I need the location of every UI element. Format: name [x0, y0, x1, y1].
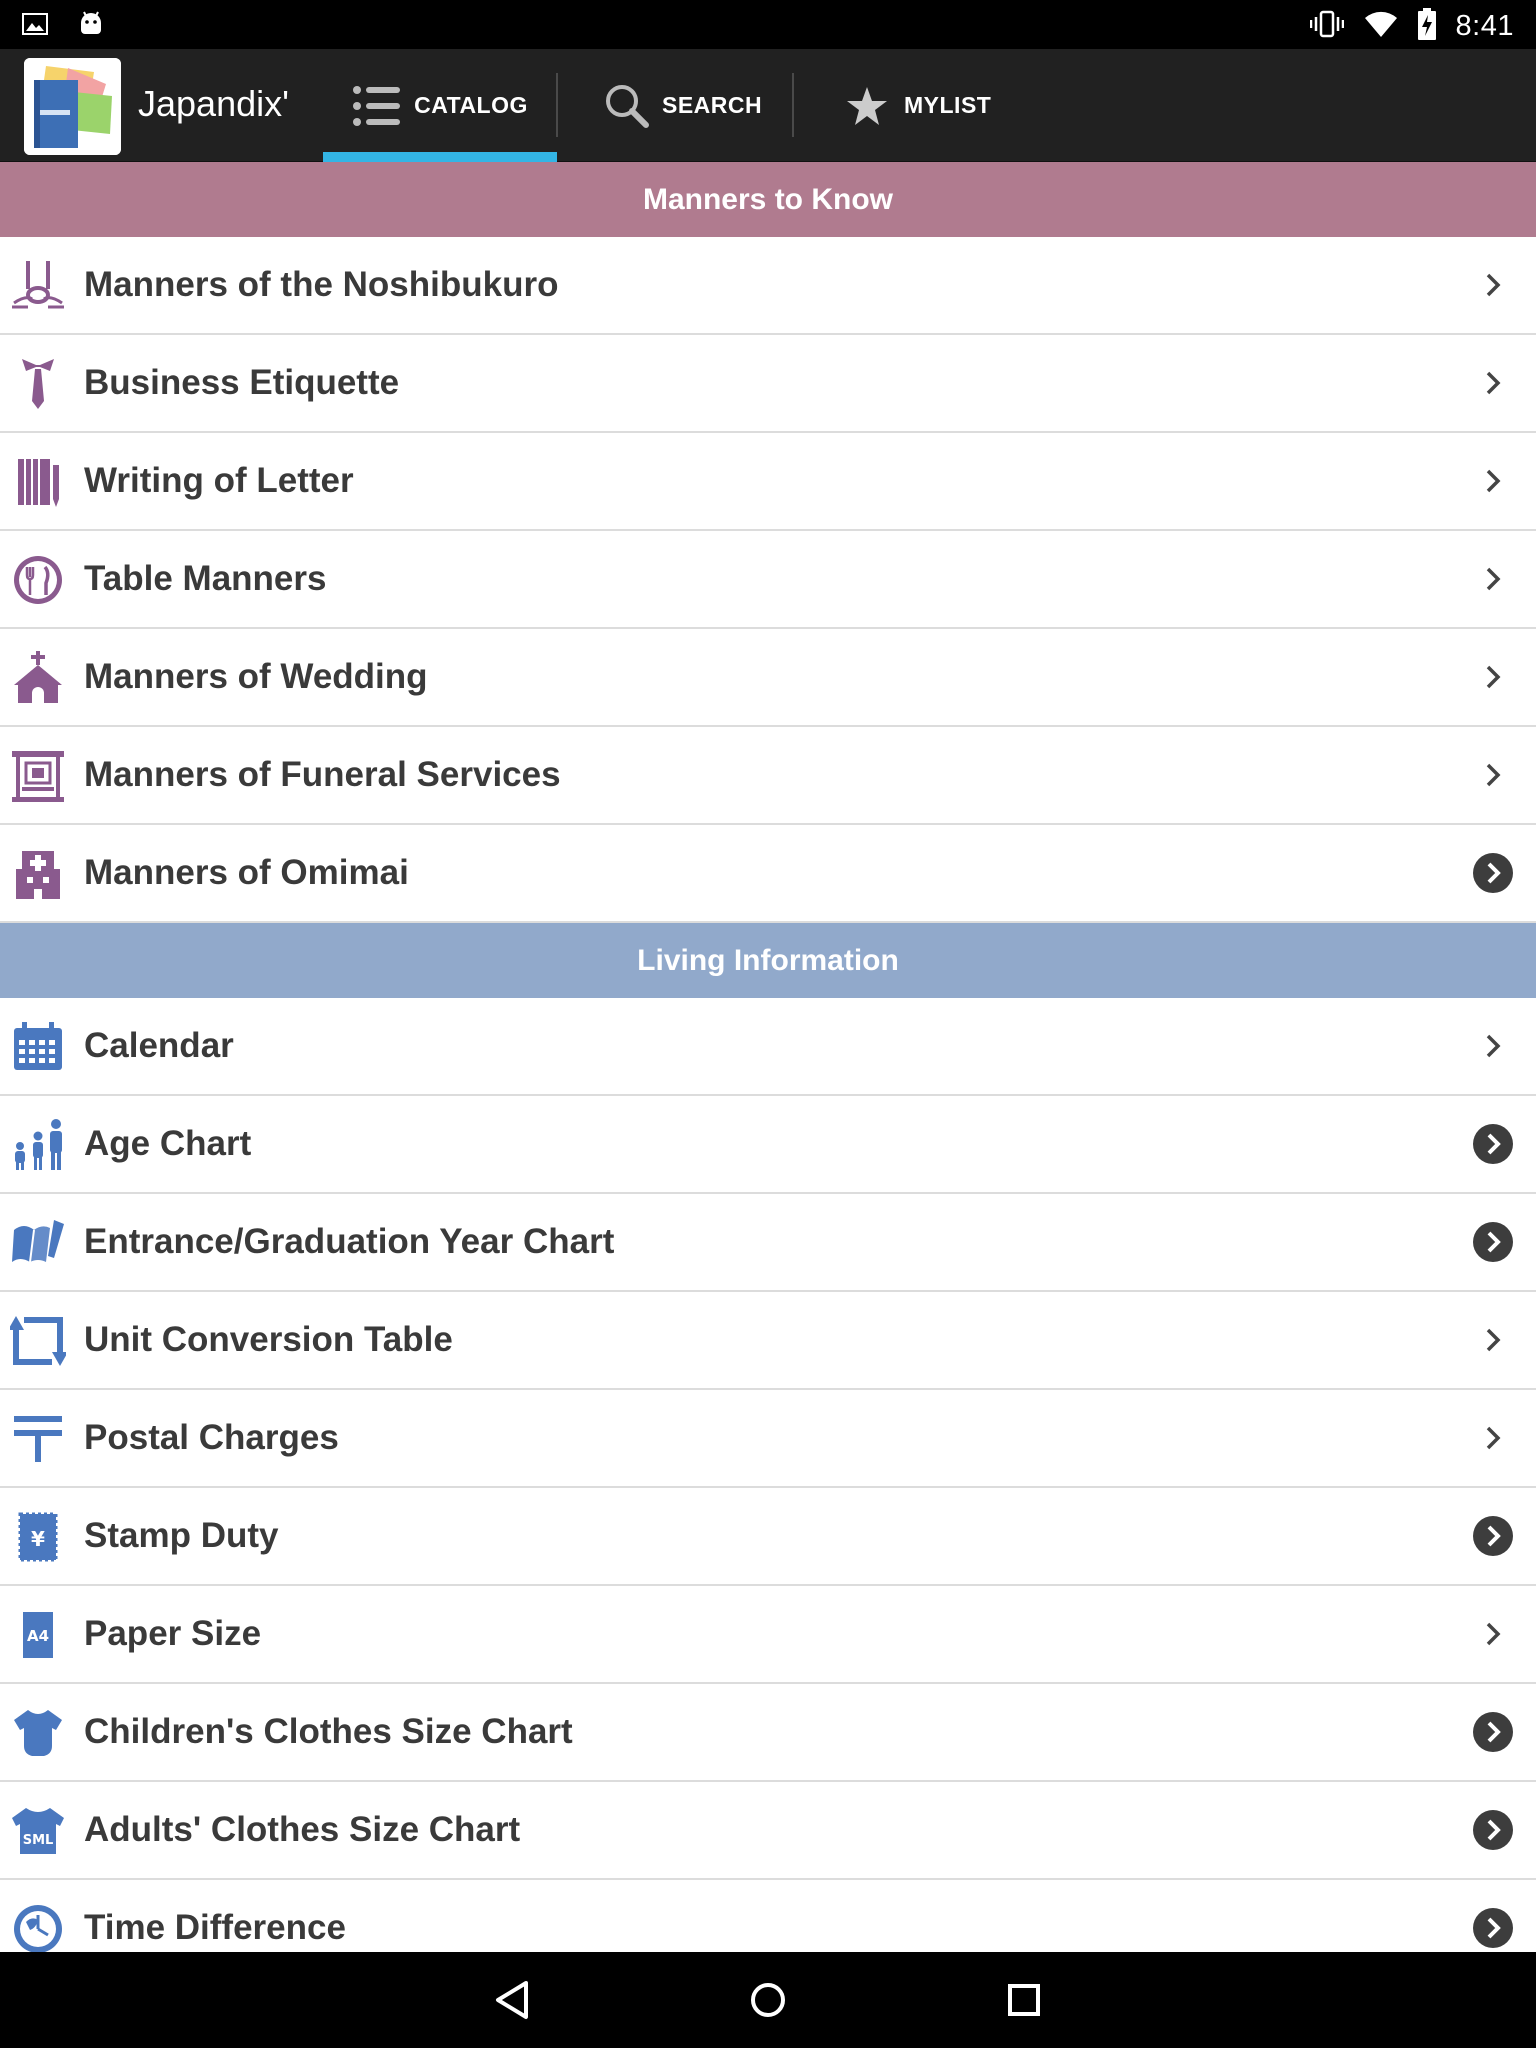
chapel-icon: [10, 651, 66, 705]
chevron-circle-icon: [1472, 1515, 1514, 1557]
chevron-circle-icon: [1472, 1711, 1514, 1753]
list-item-time-difference[interactable]: [0, 1880, 1536, 1952]
catalog-list: [0, 162, 1536, 1952]
list-item-paper-size[interactable]: [0, 1586, 1536, 1684]
list-item-funeral[interactable]: [0, 727, 1536, 825]
app-logo[interactable]: [24, 58, 121, 155]
svg-text:A4: A4: [26, 1627, 50, 1645]
chevron-circle-icon: [1472, 1221, 1514, 1263]
search-icon: [604, 83, 650, 129]
list-item-stamp-duty[interactable]: [0, 1488, 1536, 1586]
chevron-right-icon: [1472, 264, 1514, 306]
chevron-circle-icon: [1472, 1809, 1514, 1851]
svg-text:¥: ¥: [31, 1527, 45, 1551]
list-item-label: Calendar: [84, 1026, 234, 1065]
list-item-wedding[interactable]: [0, 629, 1536, 727]
list-item-childrens-clothes[interactable]: [0, 1684, 1536, 1782]
section-title: Manners to Know: [642, 182, 893, 216]
chevron-right-icon: [1472, 1319, 1514, 1361]
necktie-icon: [10, 357, 66, 411]
tab-mylist[interactable]: [846, 49, 996, 162]
list-item-unit-conversion[interactable]: [0, 1292, 1536, 1390]
list-item-label: Manners of Wedding: [84, 657, 428, 696]
tab-search[interactable]: [604, 49, 763, 162]
chevron-right-icon: [1472, 460, 1514, 502]
wifi-icon: [1364, 10, 1398, 43]
list-item-business-etiquette[interactable]: [0, 335, 1536, 433]
list-item-postal-charges[interactable]: [0, 1390, 1536, 1488]
list-item-label: Unit Conversion Table: [84, 1320, 453, 1359]
navigation-bar: [0, 1952, 1536, 2048]
tab-search-label: SEARCH: [662, 92, 763, 118]
calendar-icon: [10, 1020, 66, 1074]
star-icon: [846, 86, 888, 126]
list-item-table-manners[interactable]: [0, 531, 1536, 629]
clock: 8:41: [1455, 10, 1514, 42]
list-item-calendar[interactable]: [0, 998, 1536, 1096]
section-header-living: [0, 923, 1536, 998]
list-item-label: Time Difference: [84, 1908, 346, 1947]
android-icon: [78, 10, 104, 43]
list-item-label: Manners of the Noshibukuro: [84, 265, 559, 304]
list-item-label: Writing of Letter: [84, 461, 354, 500]
chevron-right-icon: [1472, 1417, 1514, 1459]
list-item-entrance-graduation[interactable]: [0, 1194, 1536, 1292]
image-icon: [22, 13, 48, 40]
list-item-label: Age Chart: [84, 1124, 252, 1163]
list-item-age-chart[interactable]: [0, 1096, 1536, 1194]
app-title: Japandix': [138, 83, 289, 124]
back-icon[interactable]: [484, 1972, 540, 2028]
list-icon: [352, 84, 402, 128]
chevron-right-icon: [1472, 558, 1514, 600]
chevron-right-icon: [1472, 1613, 1514, 1655]
list-item-label: Manners of Omimai: [84, 853, 409, 892]
chevron-right-icon: [1472, 656, 1514, 698]
status-bar: [0, 0, 1536, 49]
list-item-label: Children's Clothes Size Chart: [84, 1712, 573, 1751]
list-item-omimai[interactable]: [0, 825, 1536, 923]
chevron-right-icon: [1472, 362, 1514, 404]
a4-paper-icon: [10, 1608, 66, 1662]
family-icon: [10, 1118, 66, 1172]
tab-catalog-label: CATALOG: [414, 92, 528, 118]
fork-knife-icon: [10, 553, 66, 607]
action-bar: [0, 49, 1536, 162]
letter-paper-icon: [10, 455, 66, 509]
svg-text:SML: SML: [22, 1833, 54, 1848]
chevron-right-icon: [1472, 754, 1514, 796]
battery-charging-icon: [1418, 8, 1436, 45]
yen-stamp-icon: [10, 1510, 66, 1564]
tab-divider: [792, 73, 794, 137]
list-item-writing-of-letter[interactable]: [0, 433, 1536, 531]
baby-bodysuit-icon: [10, 1706, 66, 1760]
tab-catalog[interactable]: [323, 49, 557, 162]
conversion-arrows-icon: [10, 1314, 66, 1368]
list-item-adults-clothes[interactable]: [0, 1782, 1536, 1880]
list-item-label: Manners of Funeral Services: [84, 755, 561, 794]
tab-divider: [556, 73, 558, 137]
list-item-label: Postal Charges: [84, 1418, 339, 1457]
section-title: Living Information: [637, 943, 899, 977]
list-item-label: Entrance/Graduation Year Chart: [84, 1222, 615, 1261]
vibrate-icon: [1310, 9, 1344, 44]
list-item-label: Paper Size: [84, 1614, 262, 1653]
list-item-label: Adults' Clothes Size Chart: [84, 1810, 521, 1849]
list-item-label: Stamp Duty: [84, 1516, 279, 1555]
list-item-label: Table Manners: [84, 559, 327, 598]
chevron-circle-icon: [1472, 1123, 1514, 1165]
world-clock-icon: [10, 1902, 66, 1952]
recents-icon[interactable]: [996, 1972, 1052, 2028]
chevron-circle-icon: [1472, 1907, 1514, 1949]
list-item-noshibukuro[interactable]: [0, 237, 1536, 335]
list-item-label: Business Etiquette: [84, 363, 400, 402]
tab-mylist-label: MYLIST: [904, 92, 992, 118]
postal-mark-icon: [10, 1412, 66, 1466]
funeral-altar-icon: [10, 749, 66, 803]
tshirt-sml-icon: [10, 1804, 66, 1858]
home-icon[interactable]: [740, 1972, 796, 2028]
section-header-manners: [0, 162, 1536, 237]
hospital-icon: [10, 847, 66, 901]
chevron-right-icon: [1472, 1025, 1514, 1067]
noshibukuro-icon: [10, 259, 66, 313]
chevron-circle-icon: [1472, 852, 1514, 894]
school-books-icon: [10, 1216, 66, 1270]
